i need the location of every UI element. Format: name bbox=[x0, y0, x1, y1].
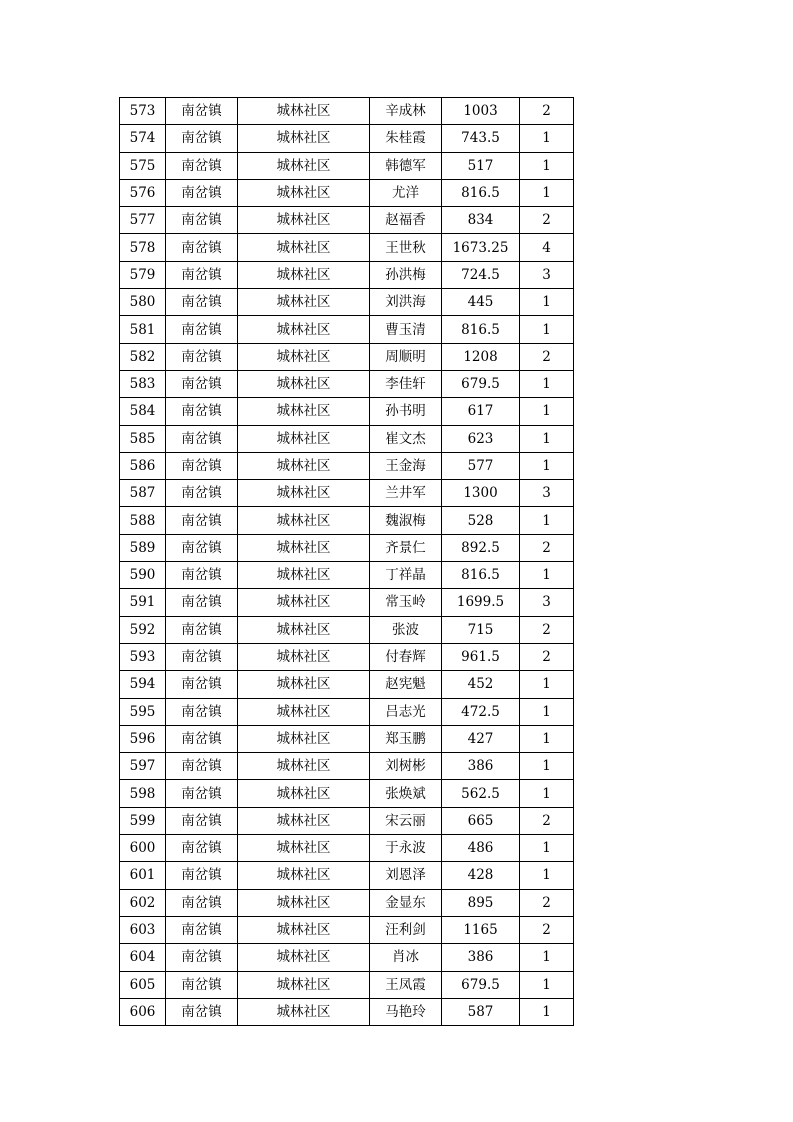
cell-household-count: 1 bbox=[520, 125, 574, 152]
cell-town: 南岔镇 bbox=[166, 316, 238, 343]
table-row bbox=[120, 480, 574, 507]
cell-household-count: 1 bbox=[520, 971, 574, 998]
cell-community: 城林社区 bbox=[238, 862, 370, 889]
cell-town: 南岔镇 bbox=[166, 234, 238, 261]
cell-town: 南岔镇 bbox=[166, 534, 238, 561]
cell-serial-number: 590 bbox=[120, 562, 166, 589]
cell-serial-number: 596 bbox=[120, 725, 166, 752]
cell-serial-number: 578 bbox=[120, 234, 166, 261]
cell-town: 南岔镇 bbox=[166, 753, 238, 780]
cell-amount: 834 bbox=[442, 207, 520, 234]
cell-town: 南岔镇 bbox=[166, 289, 238, 316]
table-row bbox=[120, 643, 574, 670]
cell-amount: 623 bbox=[442, 425, 520, 452]
cell-town: 南岔镇 bbox=[166, 179, 238, 206]
cell-household-count: 1 bbox=[520, 780, 574, 807]
cell-community: 城林社区 bbox=[238, 370, 370, 397]
cell-household-count: 2 bbox=[520, 207, 574, 234]
table-row bbox=[120, 725, 574, 752]
table-row bbox=[120, 562, 574, 589]
cell-serial-number: 588 bbox=[120, 507, 166, 534]
table-row bbox=[120, 589, 574, 616]
cell-amount: 1673.25 bbox=[442, 234, 520, 261]
cell-amount: 1003 bbox=[442, 98, 520, 125]
cell-household-count: 1 bbox=[520, 289, 574, 316]
cell-town: 南岔镇 bbox=[166, 589, 238, 616]
cell-household-count: 1 bbox=[520, 725, 574, 752]
cell-serial-number: 582 bbox=[120, 343, 166, 370]
records-table-body bbox=[120, 98, 574, 1026]
cell-town: 南岔镇 bbox=[166, 507, 238, 534]
cell-community: 城林社区 bbox=[238, 780, 370, 807]
cell-household-count: 2 bbox=[520, 343, 574, 370]
cell-person-name: 孙洪梅 bbox=[370, 261, 442, 288]
cell-amount: 679.5 bbox=[442, 971, 520, 998]
cell-serial-number: 581 bbox=[120, 316, 166, 343]
cell-household-count: 1 bbox=[520, 179, 574, 206]
cell-serial-number: 579 bbox=[120, 261, 166, 288]
cell-community: 城林社区 bbox=[238, 971, 370, 998]
cell-serial-number: 594 bbox=[120, 671, 166, 698]
cell-person-name: 丁祥晶 bbox=[370, 562, 442, 589]
cell-community: 城林社区 bbox=[238, 179, 370, 206]
cell-amount: 1300 bbox=[442, 480, 520, 507]
cell-person-name: 郑玉鹏 bbox=[370, 725, 442, 752]
cell-serial-number: 602 bbox=[120, 889, 166, 916]
cell-person-name: 于永波 bbox=[370, 835, 442, 862]
cell-household-count: 4 bbox=[520, 234, 574, 261]
table-row bbox=[120, 507, 574, 534]
cell-person-name: 马艳玲 bbox=[370, 998, 442, 1025]
table-row bbox=[120, 425, 574, 452]
cell-person-name: 朱桂霞 bbox=[370, 125, 442, 152]
cell-town: 南岔镇 bbox=[166, 125, 238, 152]
cell-person-name: 王凤霞 bbox=[370, 971, 442, 998]
cell-serial-number: 595 bbox=[120, 698, 166, 725]
table-row bbox=[120, 316, 574, 343]
table-row bbox=[120, 998, 574, 1025]
cell-amount: 679.5 bbox=[442, 370, 520, 397]
cell-town: 南岔镇 bbox=[166, 207, 238, 234]
cell-amount: 486 bbox=[442, 835, 520, 862]
cell-amount: 428 bbox=[442, 862, 520, 889]
cell-household-count: 1 bbox=[520, 671, 574, 698]
cell-town: 南岔镇 bbox=[166, 261, 238, 288]
cell-amount: 1165 bbox=[442, 916, 520, 943]
cell-community: 城林社区 bbox=[238, 998, 370, 1025]
table-row bbox=[120, 179, 574, 206]
cell-community: 城林社区 bbox=[238, 698, 370, 725]
table-row bbox=[120, 616, 574, 643]
cell-serial-number: 593 bbox=[120, 643, 166, 670]
cell-serial-number: 605 bbox=[120, 971, 166, 998]
cell-amount: 517 bbox=[442, 152, 520, 179]
cell-person-name: 刘恩泽 bbox=[370, 862, 442, 889]
cell-serial-number: 585 bbox=[120, 425, 166, 452]
cell-serial-number: 604 bbox=[120, 944, 166, 971]
cell-community: 城林社区 bbox=[238, 98, 370, 125]
cell-serial-number: 599 bbox=[120, 807, 166, 834]
cell-amount: 427 bbox=[442, 725, 520, 752]
cell-amount: 743.5 bbox=[442, 125, 520, 152]
cell-community: 城林社区 bbox=[238, 725, 370, 752]
cell-community: 城林社区 bbox=[238, 261, 370, 288]
cell-serial-number: 573 bbox=[120, 98, 166, 125]
table-row bbox=[120, 698, 574, 725]
cell-person-name: 齐景仁 bbox=[370, 534, 442, 561]
cell-person-name: 汪利剑 bbox=[370, 916, 442, 943]
cell-town: 南岔镇 bbox=[166, 562, 238, 589]
cell-community: 城林社区 bbox=[238, 343, 370, 370]
cell-household-count: 3 bbox=[520, 480, 574, 507]
cell-community: 城林社区 bbox=[238, 589, 370, 616]
cell-amount: 445 bbox=[442, 289, 520, 316]
cell-town: 南岔镇 bbox=[166, 643, 238, 670]
cell-household-count: 3 bbox=[520, 589, 574, 616]
cell-town: 南岔镇 bbox=[166, 698, 238, 725]
cell-community: 城林社区 bbox=[238, 234, 370, 261]
cell-household-count: 1 bbox=[520, 452, 574, 479]
cell-serial-number: 589 bbox=[120, 534, 166, 561]
cell-serial-number: 580 bbox=[120, 289, 166, 316]
cell-amount: 577 bbox=[442, 452, 520, 479]
cell-community: 城林社区 bbox=[238, 452, 370, 479]
cell-amount: 816.5 bbox=[442, 562, 520, 589]
cell-household-count: 1 bbox=[520, 425, 574, 452]
table-row bbox=[120, 835, 574, 862]
table-row bbox=[120, 780, 574, 807]
cell-serial-number: 598 bbox=[120, 780, 166, 807]
cell-person-name: 尤洋 bbox=[370, 179, 442, 206]
cell-amount: 452 bbox=[442, 671, 520, 698]
table-row bbox=[120, 971, 574, 998]
cell-household-count: 2 bbox=[520, 534, 574, 561]
cell-person-name: 周顺明 bbox=[370, 343, 442, 370]
cell-household-count: 1 bbox=[520, 698, 574, 725]
cell-household-count: 1 bbox=[520, 862, 574, 889]
cell-serial-number: 584 bbox=[120, 398, 166, 425]
cell-town: 南岔镇 bbox=[166, 835, 238, 862]
cell-town: 南岔镇 bbox=[166, 780, 238, 807]
cell-person-name: 孙书明 bbox=[370, 398, 442, 425]
cell-serial-number: 603 bbox=[120, 916, 166, 943]
cell-person-name: 张焕斌 bbox=[370, 780, 442, 807]
cell-amount: 816.5 bbox=[442, 179, 520, 206]
cell-household-count: 2 bbox=[520, 643, 574, 670]
cell-amount: 715 bbox=[442, 616, 520, 643]
cell-community: 城林社区 bbox=[238, 534, 370, 561]
cell-community: 城林社区 bbox=[238, 398, 370, 425]
cell-amount: 587 bbox=[442, 998, 520, 1025]
cell-household-count: 1 bbox=[520, 507, 574, 534]
cell-town: 南岔镇 bbox=[166, 152, 238, 179]
table-row bbox=[120, 261, 574, 288]
cell-person-name: 辛成林 bbox=[370, 98, 442, 125]
cell-amount: 562.5 bbox=[442, 780, 520, 807]
cell-serial-number: 583 bbox=[120, 370, 166, 397]
cell-town: 南岔镇 bbox=[166, 343, 238, 370]
cell-serial-number: 592 bbox=[120, 616, 166, 643]
cell-community: 城林社区 bbox=[238, 916, 370, 943]
cell-serial-number: 601 bbox=[120, 862, 166, 889]
table-row bbox=[120, 370, 574, 397]
cell-serial-number: 600 bbox=[120, 835, 166, 862]
cell-household-count: 1 bbox=[520, 316, 574, 343]
table-row bbox=[120, 889, 574, 916]
records-table bbox=[119, 97, 574, 1026]
cell-town: 南岔镇 bbox=[166, 98, 238, 125]
cell-household-count: 1 bbox=[520, 370, 574, 397]
cell-person-name: 赵宪魁 bbox=[370, 671, 442, 698]
table-row bbox=[120, 152, 574, 179]
cell-household-count: 2 bbox=[520, 889, 574, 916]
cell-community: 城林社区 bbox=[238, 480, 370, 507]
cell-person-name: 肖冰 bbox=[370, 944, 442, 971]
table-row bbox=[120, 125, 574, 152]
cell-amount: 895 bbox=[442, 889, 520, 916]
cell-community: 城林社区 bbox=[238, 807, 370, 834]
cell-community: 城林社区 bbox=[238, 289, 370, 316]
table-row bbox=[120, 534, 574, 561]
cell-person-name: 刘洪海 bbox=[370, 289, 442, 316]
table-row bbox=[120, 753, 574, 780]
cell-person-name: 韩德军 bbox=[370, 152, 442, 179]
cell-person-name: 崔文杰 bbox=[370, 425, 442, 452]
cell-serial-number: 586 bbox=[120, 452, 166, 479]
cell-amount: 892.5 bbox=[442, 534, 520, 561]
cell-person-name: 常玉岭 bbox=[370, 589, 442, 616]
cell-community: 城林社区 bbox=[238, 643, 370, 670]
cell-town: 南岔镇 bbox=[166, 480, 238, 507]
cell-amount: 724.5 bbox=[442, 261, 520, 288]
cell-household-count: 1 bbox=[520, 835, 574, 862]
cell-town: 南岔镇 bbox=[166, 370, 238, 397]
cell-household-count: 1 bbox=[520, 152, 574, 179]
cell-community: 城林社区 bbox=[238, 207, 370, 234]
table-row bbox=[120, 944, 574, 971]
table-row bbox=[120, 452, 574, 479]
cell-person-name: 王金海 bbox=[370, 452, 442, 479]
cell-amount: 386 bbox=[442, 753, 520, 780]
cell-community: 城林社区 bbox=[238, 616, 370, 643]
cell-serial-number: 597 bbox=[120, 753, 166, 780]
cell-amount: 1699.5 bbox=[442, 589, 520, 616]
table-row bbox=[120, 916, 574, 943]
cell-town: 南岔镇 bbox=[166, 671, 238, 698]
cell-person-name: 张波 bbox=[370, 616, 442, 643]
cell-person-name: 魏淑梅 bbox=[370, 507, 442, 534]
table-row bbox=[120, 98, 574, 125]
cell-community: 城林社区 bbox=[238, 152, 370, 179]
cell-serial-number: 575 bbox=[120, 152, 166, 179]
cell-amount: 1208 bbox=[442, 343, 520, 370]
cell-household-count: 1 bbox=[520, 998, 574, 1025]
cell-household-count: 2 bbox=[520, 98, 574, 125]
cell-serial-number: 591 bbox=[120, 589, 166, 616]
cell-person-name: 宋云丽 bbox=[370, 807, 442, 834]
cell-serial-number: 606 bbox=[120, 998, 166, 1025]
cell-town: 南岔镇 bbox=[166, 807, 238, 834]
cell-community: 城林社区 bbox=[238, 944, 370, 971]
table-row bbox=[120, 807, 574, 834]
cell-community: 城林社区 bbox=[238, 835, 370, 862]
cell-town: 南岔镇 bbox=[166, 452, 238, 479]
cell-community: 城林社区 bbox=[238, 889, 370, 916]
cell-town: 南岔镇 bbox=[166, 725, 238, 752]
cell-person-name: 刘树彬 bbox=[370, 753, 442, 780]
cell-town: 南岔镇 bbox=[166, 998, 238, 1025]
cell-household-count: 1 bbox=[520, 562, 574, 589]
cell-amount: 528 bbox=[442, 507, 520, 534]
table-row bbox=[120, 289, 574, 316]
cell-person-name: 吕志光 bbox=[370, 698, 442, 725]
cell-person-name: 李佳轩 bbox=[370, 370, 442, 397]
cell-town: 南岔镇 bbox=[166, 889, 238, 916]
cell-town: 南岔镇 bbox=[166, 862, 238, 889]
cell-household-count: 1 bbox=[520, 944, 574, 971]
cell-household-count: 1 bbox=[520, 398, 574, 425]
cell-person-name: 金显东 bbox=[370, 889, 442, 916]
cell-person-name: 赵福香 bbox=[370, 207, 442, 234]
cell-household-count: 3 bbox=[520, 261, 574, 288]
table-row bbox=[120, 234, 574, 261]
table-row bbox=[120, 398, 574, 425]
cell-person-name: 付春辉 bbox=[370, 643, 442, 670]
cell-amount: 665 bbox=[442, 807, 520, 834]
cell-town: 南岔镇 bbox=[166, 398, 238, 425]
cell-community: 城林社区 bbox=[238, 753, 370, 780]
cell-community: 城林社区 bbox=[238, 671, 370, 698]
cell-town: 南岔镇 bbox=[166, 425, 238, 452]
cell-community: 城林社区 bbox=[238, 425, 370, 452]
cell-community: 城林社区 bbox=[238, 507, 370, 534]
cell-serial-number: 574 bbox=[120, 125, 166, 152]
cell-amount: 472.5 bbox=[442, 698, 520, 725]
cell-amount: 386 bbox=[442, 944, 520, 971]
cell-serial-number: 577 bbox=[120, 207, 166, 234]
cell-person-name: 曹玉清 bbox=[370, 316, 442, 343]
cell-town: 南岔镇 bbox=[166, 944, 238, 971]
cell-amount: 816.5 bbox=[442, 316, 520, 343]
cell-household-count: 2 bbox=[520, 616, 574, 643]
cell-town: 南岔镇 bbox=[166, 616, 238, 643]
cell-community: 城林社区 bbox=[238, 316, 370, 343]
cell-town: 南岔镇 bbox=[166, 971, 238, 998]
cell-community: 城林社区 bbox=[238, 125, 370, 152]
cell-person-name: 王世秋 bbox=[370, 234, 442, 261]
cell-serial-number: 587 bbox=[120, 480, 166, 507]
table-row bbox=[120, 343, 574, 370]
cell-household-count: 2 bbox=[520, 916, 574, 943]
cell-amount: 961.5 bbox=[442, 643, 520, 670]
cell-person-name: 兰井军 bbox=[370, 480, 442, 507]
cell-amount: 617 bbox=[442, 398, 520, 425]
cell-household-count: 1 bbox=[520, 753, 574, 780]
cell-town: 南岔镇 bbox=[166, 916, 238, 943]
cell-community: 城林社区 bbox=[238, 562, 370, 589]
table-row bbox=[120, 207, 574, 234]
table-row bbox=[120, 862, 574, 889]
table-row bbox=[120, 671, 574, 698]
cell-serial-number: 576 bbox=[120, 179, 166, 206]
cell-household-count: 2 bbox=[520, 807, 574, 834]
